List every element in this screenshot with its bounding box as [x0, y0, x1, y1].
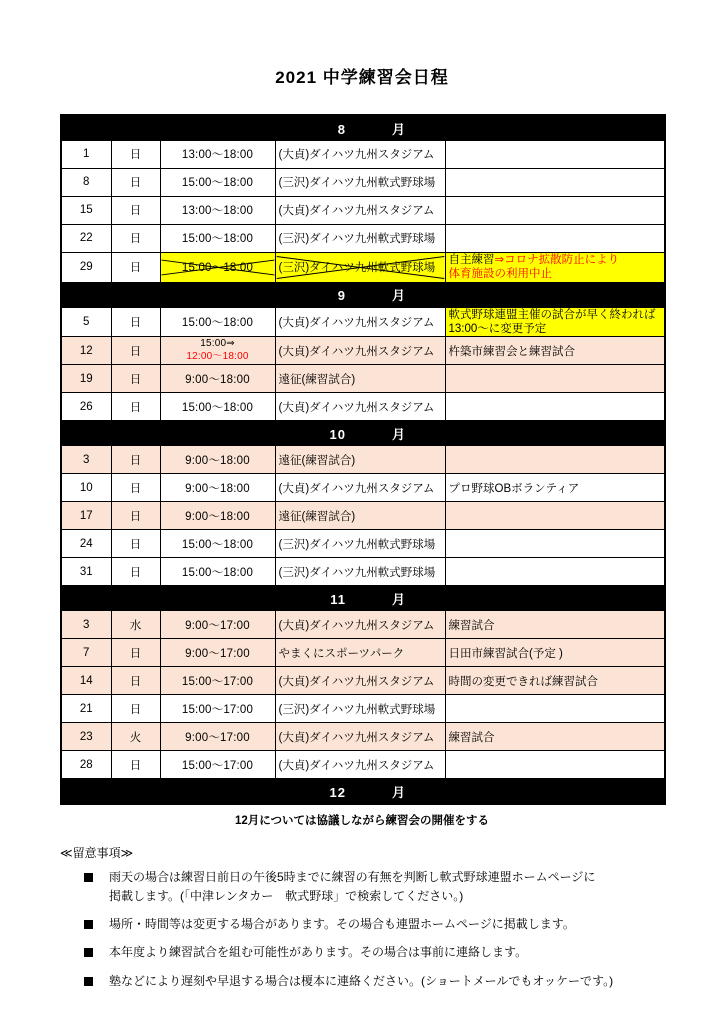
- month-header-august: [61, 115, 665, 140]
- cell-date: 26: [61, 393, 111, 421]
- cell-date: 29: [61, 252, 111, 282]
- cell-time: 15:00〜18:00: [160, 530, 275, 558]
- cell-venue: 遠征(練習試合): [275, 365, 445, 393]
- cell-day: 日: [111, 337, 160, 365]
- month-header-cell: [61, 779, 665, 804]
- table-row: [61, 337, 665, 365]
- cell-venue: (大貞)ダイハツ九州スタジアム: [275, 751, 445, 779]
- cell-day: 火: [111, 723, 160, 751]
- list-item: [60, 915, 664, 943]
- cell-venue-text: (三沢)ダイハツ九州軟式野球場: [278, 262, 436, 275]
- note-body: [109, 868, 664, 906]
- table-row: [61, 307, 665, 337]
- square-bullet-icon: [84, 873, 93, 882]
- cell-time-text: 15:00〜18:00: [181, 262, 254, 275]
- table-row: [61, 474, 665, 502]
- cell-venue: (大貞)ダイハツ九州スタジアム: [275, 723, 445, 751]
- cell-note: 杵築市練習会と練習試合: [445, 337, 665, 365]
- cell-date: 24: [61, 530, 111, 558]
- cell-day: 日: [111, 502, 160, 530]
- december-note: 12月については協議しながら練習会の開催をする: [234, 814, 490, 827]
- cell-time: 15:00〜18:00: [160, 307, 275, 337]
- cell-date: 8: [61, 168, 111, 196]
- month-number: 10: [329, 426, 346, 442]
- cell-time: 9:00〜18:00: [160, 365, 275, 393]
- table-row: [61, 365, 665, 393]
- cell-day: 日: [111, 558, 160, 586]
- cell-venue: (三沢)ダイハツ九州軟式野球場: [275, 695, 445, 723]
- cell-day: 日: [111, 307, 160, 337]
- cell-note: [445, 558, 665, 586]
- cell-venue: (大貞)ダイハツ九州スタジアム: [275, 667, 445, 695]
- month-header-november: [61, 586, 665, 611]
- cell-venue: (三沢)ダイハツ九州軟式野球場: [275, 530, 445, 558]
- cell-date: 1: [61, 140, 111, 168]
- cell-venue: 遠征(練習試合): [275, 502, 445, 530]
- cell-date: 17: [61, 502, 111, 530]
- cell-venue: (大貞)ダイハツ九州スタジアム: [275, 307, 445, 337]
- table-row-cancelled: [61, 252, 665, 282]
- note-body: [109, 915, 664, 934]
- month-number: 11: [330, 591, 346, 607]
- month-number: 9: [337, 288, 346, 304]
- cell-time: 9:00〜18:00: [160, 502, 275, 530]
- cell-day: 日: [111, 667, 160, 695]
- cell-date: 3: [61, 611, 111, 639]
- cell-day: 日: [111, 751, 160, 779]
- cell-venue: (大貞)ダイハツ九州スタジアム: [275, 337, 445, 365]
- month-kanji: 月: [392, 591, 407, 607]
- cell-time: 15:00〜18:00: [160, 558, 275, 586]
- cell-day: 日: [111, 224, 160, 252]
- list-item: [60, 943, 664, 971]
- note-body: [109, 972, 664, 991]
- list-item: [60, 868, 664, 915]
- cell-venue: (大貞)ダイハツ九州スタジアム: [275, 611, 445, 639]
- cell-time: 15:00〜18:00: [160, 224, 275, 252]
- cell-day: 日: [111, 393, 160, 421]
- cell-date: 22: [61, 224, 111, 252]
- month-kanji: 月: [392, 426, 407, 442]
- cell-time: 15:00〜18:00: [160, 393, 275, 421]
- cell-note: [445, 393, 665, 421]
- cell-note: [445, 502, 665, 530]
- note-cancel-reason: ⇒コロナ拡散防止により: [494, 253, 620, 266]
- month-header-cell: [61, 115, 665, 140]
- time-updated: 12:00〜18:00: [186, 350, 249, 362]
- cell-time: 9:00〜17:00: [160, 611, 275, 639]
- cell-date: 28: [61, 751, 111, 779]
- month-kanji: 月: [392, 288, 407, 304]
- table-row: [61, 446, 665, 474]
- cell-note: [445, 224, 665, 252]
- cell-date: 5: [61, 307, 111, 337]
- table-row: [61, 639, 665, 667]
- cell-time: 15:00〜17:00: [160, 695, 275, 723]
- square-bullet-icon: [84, 920, 93, 929]
- note-line-2: 13:00〜に変更予定: [448, 323, 547, 336]
- table-row: [61, 723, 665, 751]
- cell-note: [445, 695, 665, 723]
- table-row: [61, 530, 665, 558]
- table-row: [61, 393, 665, 421]
- cell-day: 日: [111, 530, 160, 558]
- cell-venue-struck: [275, 252, 445, 282]
- table-row: [61, 751, 665, 779]
- cell-venue: (大貞)ダイハツ九州スタジアム: [275, 393, 445, 421]
- month-number: 8: [337, 121, 346, 137]
- cell-day: 日: [111, 196, 160, 224]
- cell-day: 日: [111, 140, 160, 168]
- cell-date: 23: [61, 723, 111, 751]
- month-header-cell: [61, 586, 665, 611]
- cell-note: 時間の変更できれば練習試合: [445, 667, 665, 695]
- cell-date: 19: [61, 365, 111, 393]
- cell-date: 14: [61, 667, 111, 695]
- cell-time: 15:00〜18:00: [160, 168, 275, 196]
- note-line-1: 軟式野球連盟主催の試合が早く終われば: [448, 308, 656, 321]
- cell-note: [445, 140, 665, 168]
- cell-date: 15: [61, 196, 111, 224]
- note-line-1: 雨天の場合は練習日前日の午後5時までに練習の有無を判断し軟式野球連盟ホームページに: [109, 869, 596, 884]
- cell-time: 13:00〜18:00: [160, 140, 275, 168]
- notes-section: [0, 828, 724, 1000]
- cell-date: 12: [61, 337, 111, 365]
- cell-time: 9:00〜18:00: [160, 446, 275, 474]
- cell-time: 13:00〜18:00: [160, 196, 275, 224]
- cell-note: 日田市練習試合(予定 ): [445, 639, 665, 667]
- cell-day: 日: [111, 365, 160, 393]
- month-header-october: [61, 421, 665, 446]
- notes-heading: ≪留意事項≫: [60, 845, 134, 860]
- list-item: [60, 972, 664, 1000]
- note-body: [109, 943, 664, 962]
- cell-note: 練習試合: [445, 723, 665, 751]
- note-line-2: 掲載します。(「中津レンタカー 軟式野球」で検索してください。): [109, 889, 464, 904]
- cell-date: 31: [61, 558, 111, 586]
- square-bullet-icon: [84, 977, 93, 986]
- note-self-practice: 自主練習: [448, 253, 495, 266]
- cell-time: 9:00〜17:00: [160, 639, 275, 667]
- month-header-cell: [61, 282, 665, 307]
- note-line-1: 本年度より練習試合を組む可能性があります。その場合は事前に連絡します。: [109, 945, 528, 960]
- cell-note: [445, 530, 665, 558]
- month-header-september: [61, 282, 665, 307]
- note-cancel-detail: 体育施設の利用中止: [448, 268, 552, 281]
- month-kanji: 月: [392, 121, 407, 137]
- cell-date: 21: [61, 695, 111, 723]
- schedule-table-wrapper: [0, 88, 724, 828]
- practice-schedule-table: [60, 114, 666, 805]
- table-row: [61, 667, 665, 695]
- cell-day: 日: [111, 639, 160, 667]
- cell-time: 9:00〜17:00: [160, 723, 275, 751]
- table-row: [61, 224, 665, 252]
- cell-day: 日: [111, 168, 160, 196]
- cell-day: 日: [111, 695, 160, 723]
- month-header-december: [61, 779, 665, 804]
- note-line-1: 場所・時間等は変更する場合があります。その場合も連盟ホームページに掲載します。: [109, 917, 575, 932]
- cell-note-highlight: [445, 307, 665, 337]
- cell-note: [445, 446, 665, 474]
- month-header-cell: [61, 421, 665, 446]
- cell-venue: (大貞)ダイハツ九州スタジアム: [275, 140, 445, 168]
- cell-date: 10: [61, 474, 111, 502]
- cell-date: 7: [61, 639, 111, 667]
- month-number: 12: [329, 784, 346, 800]
- cell-venue: (三沢)ダイハツ九州軟式野球場: [275, 168, 445, 196]
- cell-note: 練習試合: [445, 611, 665, 639]
- cell-venue: 遠征(練習試合): [275, 446, 445, 474]
- cell-time: 9:00〜18:00: [160, 474, 275, 502]
- cell-note: [445, 168, 665, 196]
- time-original: 15:00⇒: [200, 338, 235, 350]
- cell-time-changed: [160, 337, 275, 365]
- page-title: 2021 中学練習会日程: [275, 68, 449, 87]
- cell-day: 水: [111, 611, 160, 639]
- cell-venue: (三沢)ダイハツ九州軟式野球場: [275, 558, 445, 586]
- month-kanji: 月: [392, 784, 407, 800]
- cell-note-alert: [445, 252, 665, 282]
- table-row: [61, 196, 665, 224]
- cell-time-struck: [160, 252, 275, 282]
- cell-time: 15:00〜17:00: [160, 667, 275, 695]
- cell-day: 日: [111, 474, 160, 502]
- cell-venue: (大貞)ダイハツ九州スタジアム: [275, 196, 445, 224]
- table-row: [61, 558, 665, 586]
- table-row: [61, 695, 665, 723]
- cell-note: プロ野球OBボランティア: [445, 474, 665, 502]
- cell-note: [445, 365, 665, 393]
- cell-note: [445, 196, 665, 224]
- table-row: [61, 502, 665, 530]
- note-line-1: 塾などにより遅刻や早退する場合は榎本に連絡ください。(ショートメールでもオッケーです。): [109, 973, 614, 988]
- cell-note: [445, 751, 665, 779]
- table-row: [61, 140, 665, 168]
- cell-venue: やまくにスポーツパーク: [275, 639, 445, 667]
- cell-day: 日: [111, 446, 160, 474]
- square-bullet-icon: [84, 948, 93, 957]
- table-row: [61, 611, 665, 639]
- cell-day: 日: [111, 252, 160, 282]
- cell-date: 3: [61, 446, 111, 474]
- table-row: [61, 168, 665, 196]
- cell-venue: (三沢)ダイハツ九州軟式野球場: [275, 224, 445, 252]
- cell-time: 15:00〜17:00: [160, 751, 275, 779]
- cell-venue: (大貞)ダイハツ九州スタジアム: [275, 474, 445, 502]
